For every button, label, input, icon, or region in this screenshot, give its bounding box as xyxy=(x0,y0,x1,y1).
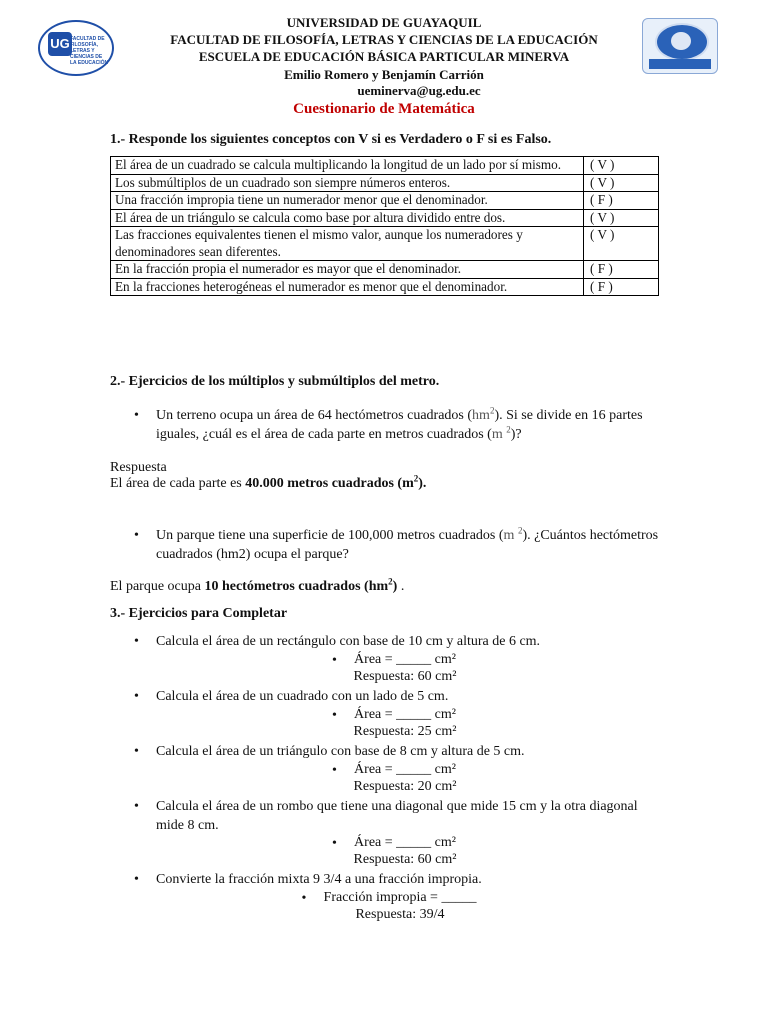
statement-cell: Una fracción impropia tiene un numerador menor que el denominador. xyxy=(111,192,584,210)
statement-cell: En la fracciones heterogéneas el numerador es menor que el denominador. xyxy=(111,278,584,296)
table-row xyxy=(111,157,659,175)
response-label: Respuesta xyxy=(110,460,167,475)
unit-m: m xyxy=(491,427,507,442)
exercise-1-text-b: ). Si se divide en 16 partes iguales, ¿cuál es el área de cada parte en metros cuadrados ( xyxy=(156,408,643,442)
unit-hm: hm xyxy=(472,408,490,423)
table-row xyxy=(111,174,659,192)
table-row xyxy=(111,261,659,279)
complete-item-fill xyxy=(330,706,480,724)
superscript-2: 2 xyxy=(489,405,495,416)
answer-2-end: . xyxy=(397,579,405,594)
ug-logo-mark: UG xyxy=(48,32,72,56)
fill-text: Área = _____ cm² xyxy=(354,652,456,667)
complete-item-fill xyxy=(300,889,500,907)
exercise-1-text-a: Un terreno ocupa un área de 64 hectómetros cuadrados ( xyxy=(156,408,473,423)
school-email: ueminerva@ug.edu.ec xyxy=(357,83,481,98)
statement-cell: Las fracciones equivalentes tienen el mismo valor, aunque los numeradores y denominadores sean diferentes. xyxy=(111,227,584,261)
complete-item-answer: Respuesta: 20 cm² xyxy=(353,779,457,794)
answer-cell: ( V ) xyxy=(584,157,659,175)
complete-item-fill xyxy=(330,761,480,779)
answer-2-value: 10 hectómetros cuadrados (hm xyxy=(204,579,389,594)
table-row xyxy=(111,278,659,296)
answer-2-text: El parque ocupa xyxy=(110,579,205,594)
answer-1-end: ). xyxy=(418,476,427,491)
section1-heading: 1.- Responde los siguientes conceptos con V si es Verdadero o F si es Falso. xyxy=(110,132,552,147)
complete-item-prompt: • Calcula el área de un cuadrado con un lado de 5 cm. xyxy=(156,687,666,706)
complete-item-answer: Respuesta: 25 cm² xyxy=(353,724,457,739)
exercise-2-text-b: ). ¿Cuántos hectómetros cuadrados (hm2) ocupa el parque? xyxy=(156,528,659,562)
complete-item-prompt: • Convierte la fracción mixta 9 3/4 a una fracción impropia. xyxy=(156,870,666,889)
complete-item-fill xyxy=(330,651,480,669)
superscript-2: 2 xyxy=(506,424,511,435)
complete-item-prompt: • Calcula el área de un rectángulo con base de 10 cm y altura de 6 cm. xyxy=(156,632,666,651)
complete-item-prompt: • Calcula el área de un triángulo con base de 8 cm y altura de 5 cm. xyxy=(156,742,666,761)
page-title: Cuestionario de Matemática xyxy=(293,101,475,117)
answer-2: El parque ocupa 10 hectómetros cuadrados $(hm^2)$ . xyxy=(110,576,405,594)
faculty-name: FACULTAD DE FILOSOFÍA, LETRAS Y CIENCIAS DE LA EDUCACIÓN xyxy=(170,32,598,47)
superscript-2: 2 xyxy=(388,576,393,587)
superscript-2: 2 xyxy=(413,473,419,484)
school-address: Emilio Romero y Benjamín Carrión xyxy=(284,67,484,82)
exercise-2 xyxy=(156,526,666,564)
superscript-2: 2 xyxy=(517,525,523,536)
unit-hm2 xyxy=(472,405,495,423)
answer-1-value: 40.000 metros cuadrados (m xyxy=(245,476,414,491)
complete-item-answer: Respuesta: 60 cm² xyxy=(353,669,457,684)
faculty-logo-caption: FACULTAD DE FILOSOFÍA, LETRAS Y CIENCIAS DE LA EDUCACIÓN xyxy=(70,36,109,66)
answer-cell: ( F ) xyxy=(584,278,659,296)
answer-1 xyxy=(110,474,426,493)
section2-heading: 2.- Ejercicios de los múltiplos y submúltiplos del metro. xyxy=(110,374,440,389)
statement-cell: El área de un cuadrado se calcula multiplicando la longitud de un lado por sí mismo. xyxy=(111,157,584,175)
unit-m2 xyxy=(491,424,511,442)
unit-m2 xyxy=(503,525,523,543)
exercise-1-text-c: )? xyxy=(510,427,522,442)
exercise-1 xyxy=(156,406,666,444)
statement-cell: En la fracción propia el numerador es mayor que el denominador. xyxy=(111,261,584,279)
complete-item-fill xyxy=(330,834,480,852)
statement-cell: El área de un triángulo se calcula como base por altura dividido entre dos. xyxy=(111,209,584,227)
exercise-2-text-a: Un parque tiene una superficie de 100,000 metros cuadrados ( xyxy=(156,528,504,543)
complete-item-answer: Respuesta: 39/4 xyxy=(355,907,445,922)
section3-heading: 3.- Ejercicios para Completar xyxy=(110,606,288,621)
fill-text: Fracción impropia = _____ xyxy=(323,890,477,905)
answer-cell: ( F ) xyxy=(584,192,659,210)
school-name: ESCUELA DE EDUCACIÓN BÁSICA PARTICULAR MINERVA xyxy=(198,49,570,64)
fill-text: Área = _____ cm² xyxy=(354,762,456,777)
answer-cell: ( F ) xyxy=(584,261,659,279)
complete-item-prompt: • Calcula el área de un rombo que tiene una diagonal que mide 15 cm y la otra diagonal mide 8 cm. xyxy=(156,797,656,835)
answer-cell: ( V ) xyxy=(584,227,659,261)
statement-cell: Los submúltiplos de un cuadrado son siempre números enteros. xyxy=(111,174,584,192)
unit-m: m xyxy=(503,528,518,543)
answer-1-text: El área de cada parte es xyxy=(110,476,246,491)
true-false-table xyxy=(110,156,659,296)
table-row xyxy=(111,209,659,227)
table-row xyxy=(111,227,659,261)
table-row xyxy=(111,192,659,210)
answer-cell: ( V ) xyxy=(584,209,659,227)
university-name: UNIVERSIDAD DE GUAYAQUIL xyxy=(286,15,482,30)
fill-text: Área = _____ cm² xyxy=(354,835,456,850)
answer-cell: ( V ) xyxy=(584,174,659,192)
fill-text: Área = _____ cm² xyxy=(354,707,456,722)
complete-item-answer: Respuesta: 60 cm² xyxy=(353,852,457,867)
